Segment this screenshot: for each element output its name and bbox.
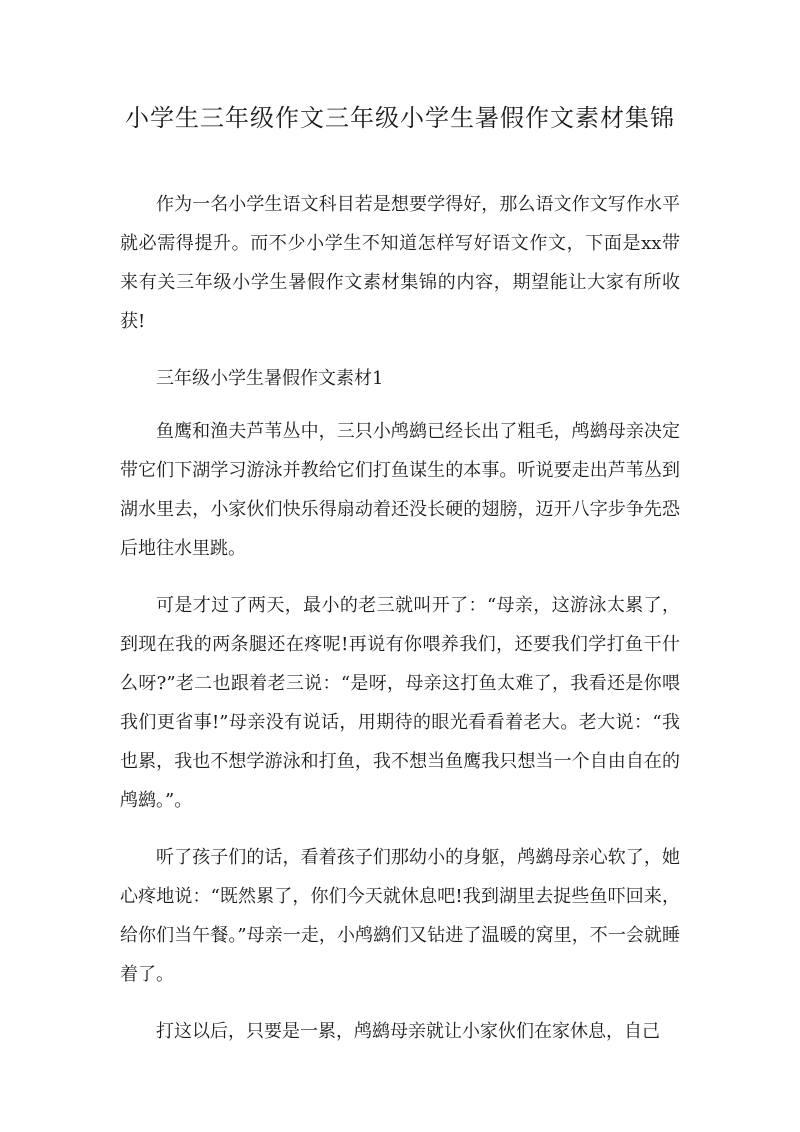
story-paragraph: 鱼鹰和渔夫芦苇丛中，三只小鸬鹚已经长出了粗毛，鸬鹚母亲决定带它们下湖学习游泳并教给它们打鱼谋生的本事。听说要走出芦苇丛到湖水里去，小家伙们快乐得扇动着还没长硬的翅膀，迈开八字步争先恐后地往水里跳。 — [120, 421, 680, 559]
story-paragraph: 打这以后，只要是一累，鸬鹚母亲就让小家伙们在家休息，自己 — [156, 1021, 660, 1042]
intro-paragraph: 作为一名小学生语文科目若是想要学得好，那么语文作文写作水平就必需得提升。而不少小学生不知道怎样写好语文作文，下面是xx带来有关三年级小学生暑假作文素材集锦的内容，期望能让大家有所收获! — [120, 194, 680, 332]
section-heading: 三年级小学生暑假作文素材1 — [156, 368, 384, 389]
story-paragraph: 听了孩子们的话，看着孩子们那幼小的身躯，鸬鹚母亲心软了，她心疼地说：“既然累了，你们今天就休息吧!我到湖里去捉些鱼吓回来，给你们当午餐。”母亲一走，小鸬鹚们又钻进了温暖的窝里，不一会就睡着了。 — [120, 847, 680, 985]
document-body — [120, 185, 680, 1069]
story-paragraph: 可是才过了两天，最小的老三就叫开了：“母亲，这游泳太累了，到现在我的两条腿还在疼呢!再说有你喂养我们，还要我们学打鱼干什么呀?”老二也跟着老三说：“是呀，母亲这打鱼太难了，我看还是你喂我们更省事!”母亲没有说话，用期待的眼光看看着老大。老大说：“我也累，我也不想学游泳和打鱼，我不想当鱼鹰我只想当一个自由自在的鸬鹚。”。 — [120, 595, 680, 811]
document-title: 小学生三年级作文三年级小学生暑假作文素材集锦 — [125, 104, 675, 132]
